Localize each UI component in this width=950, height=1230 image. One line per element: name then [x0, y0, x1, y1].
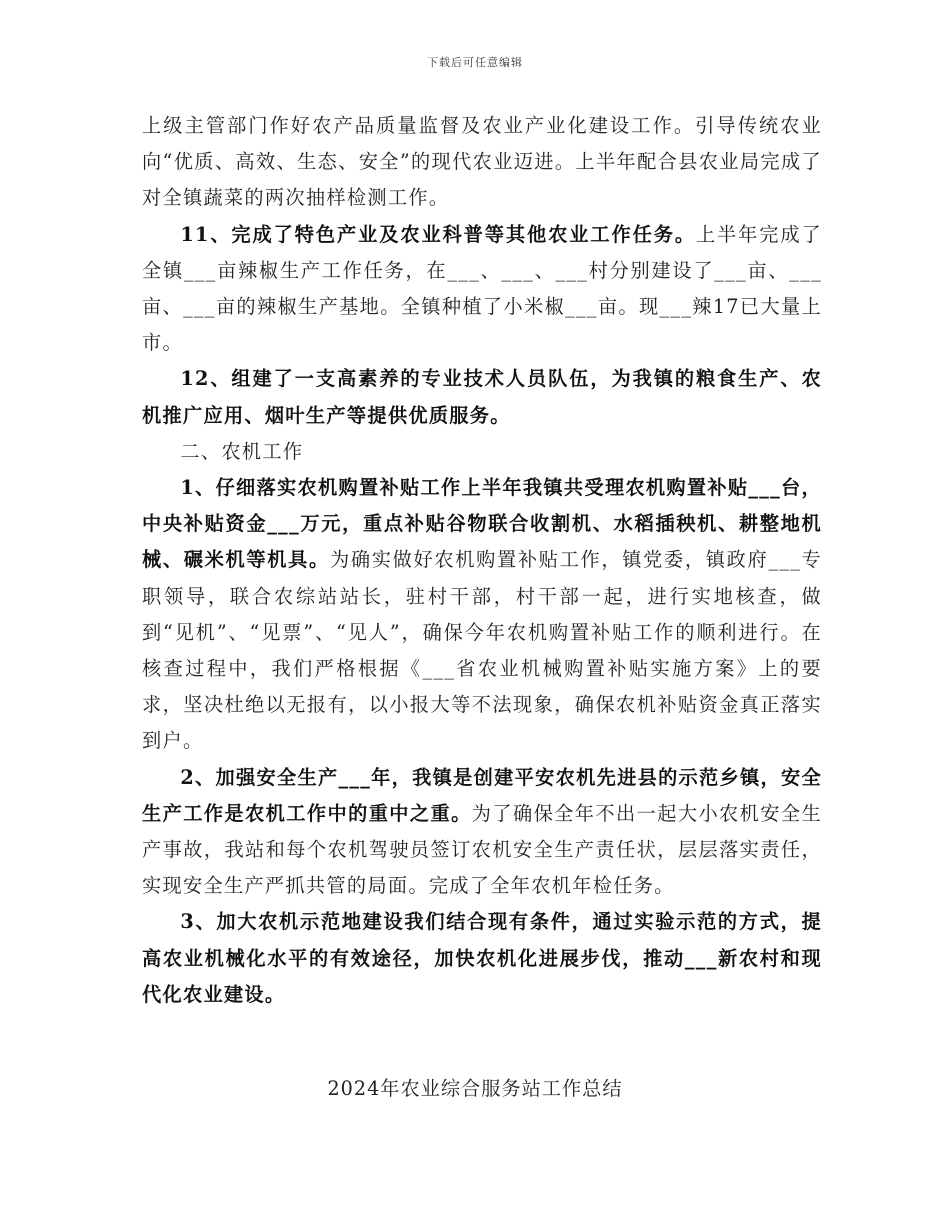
paragraph-5	[142, 470, 822, 760]
paragraph-1-text: 上级主管部门作好农产品质量监督及农业产业化建设工作。引导传统农业向“优质、高效、生态、安全”的现代农业迈进。上半年配合县农业局完成了对全镇蔬菜的两次抽样检测工作。	[142, 114, 822, 210]
paragraph-2-heading: 11、完成了特色产业及农业科普等其他农业工作任务。	[180, 222, 696, 246]
section-heading-farm-machinery	[142, 434, 822, 470]
paragraph-5-text: 为确实做好农机购置补贴工作，镇党委，镇政府___专职领导，联合农综站站长，驻村干部，村干部一起，进行实地核查，做到“见机”、“见票”、“见人”，确保今年农机购置补贴工作的顺利进行。在核查过程中，我们严格根据《___省农业机械购置补贴实施方案》上的要求，坚决杜绝以无报有，以小报大等不法现象，确保农机补贴资金真正落实到户。	[142, 548, 823, 753]
paragraph-6	[142, 760, 822, 905]
paragraph-2-text: 上半年完成了全镇___亩辣椒生产工作任务，在___、___、___村分别建设了___亩、___亩、___亩的辣椒生产基地。全镇种植了小米椒___亩。现___辣17已大量上市。	[142, 222, 822, 355]
document-body	[142, 108, 822, 1013]
paragraph-2	[142, 217, 822, 362]
paragraph-3-heading: 12、组建了一支高素养的专业技术人员队伍，为我镇的粮食生产、农机推广应用、烟叶生产等提供优质服务。	[142, 367, 822, 427]
section-heading-text: 二、农机工作	[180, 439, 304, 463]
document-title: 2024年农业综合服务站工作总结	[327, 1077, 623, 1100]
paragraph-7	[142, 904, 822, 1013]
paragraph-3	[142, 361, 822, 433]
paragraph-1	[142, 108, 822, 217]
paragraph-5-heading: 1、仔细落实农机购置补贴工作上半年我镇共受理农机购置补贴___台，中央补贴资金___万元，重点补贴谷物联合收割机、水稻插秧机、耕整地机械、碾米机等机具。	[142, 476, 822, 572]
paragraph-6-text: 为了确保全年不出一起大小农机安全生产事故，我站和每个农机驾驶员签订农机安全生产责任状，层层落实责任，实现安全生产严抓共管的局面。完成了全年农机年检任务。	[142, 801, 822, 898]
paragraph-6-heading: 2、加强安全生产___年，我镇是创建平安农机先进县的示范乡镇，安全生产工作是农机工作中的重中之重。	[142, 765, 822, 825]
page-header: 下载后可任意编辑	[427, 56, 523, 69]
paragraph-7-heading: 3、加大农机示范地建设我们结合现有条件，通过实验示范的方式，提高农业机械化水平的有效途径，加快农机化进展步伐，推动___新农村和现代化农业建设。	[142, 910, 822, 1006]
